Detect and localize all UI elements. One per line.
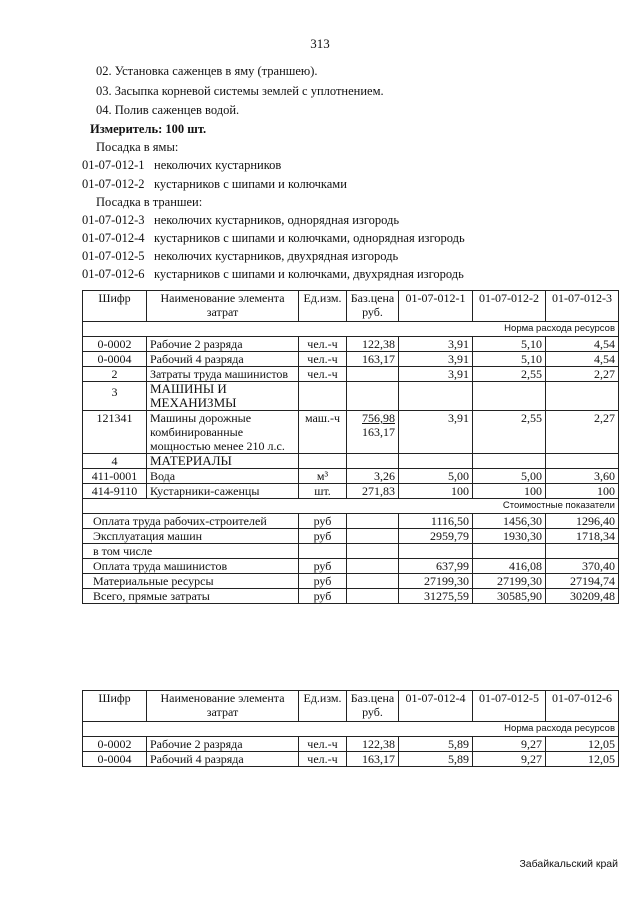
item-code: 01-07-012-2 bbox=[82, 177, 145, 191]
row-unit: маш.-ч bbox=[299, 411, 347, 454]
norm-label-row bbox=[83, 722, 619, 737]
row-price: 122,38 bbox=[347, 337, 399, 352]
cost-unit: руб bbox=[299, 529, 347, 544]
row-name: Рабочий 4 разряда bbox=[147, 752, 299, 767]
row-value: 3,91 bbox=[399, 337, 473, 352]
table-header-row bbox=[83, 691, 619, 722]
cost-row bbox=[83, 559, 619, 574]
row-code: 0-0002 bbox=[83, 337, 147, 352]
cost-value: 30209,48 bbox=[546, 589, 619, 604]
row-unit: чел.-ч bbox=[299, 737, 347, 752]
measure-line: Измеритель: 100 шт. bbox=[90, 122, 207, 136]
region-footer: Забайкальский край bbox=[519, 858, 618, 870]
item-line bbox=[82, 267, 464, 282]
row-value: 4,54 bbox=[546, 337, 619, 352]
row-code: 0-0002 bbox=[83, 737, 147, 752]
item-line bbox=[82, 158, 281, 173]
table-row bbox=[83, 352, 619, 367]
row-price bbox=[347, 367, 399, 382]
row-name: Вода bbox=[147, 469, 299, 484]
row-value: 9,27 bbox=[473, 737, 546, 752]
empty-cell bbox=[473, 382, 546, 411]
cost-label-row bbox=[83, 499, 619, 514]
row-unit: чел.-ч bbox=[299, 352, 347, 367]
cost-value: 1718,34 bbox=[546, 529, 619, 544]
row-value: 9,27 bbox=[473, 752, 546, 767]
cost-unit: руб bbox=[299, 514, 347, 529]
item-name: неколючих кустарников, однорядная изгородь bbox=[154, 213, 400, 227]
row-value: 100 bbox=[473, 484, 546, 499]
item-code: 01-07-012-3 bbox=[82, 213, 145, 227]
item-line bbox=[82, 177, 347, 192]
cost-value: 30585,90 bbox=[473, 589, 546, 604]
row-value: 12,05 bbox=[546, 752, 619, 767]
row-value: 2,27 bbox=[546, 367, 619, 382]
empty-cell bbox=[546, 382, 619, 411]
section-title: МАШИНЫ И МЕХАНИЗМЫ bbox=[147, 382, 299, 411]
step-line: 02. Установка саженцев в яму (траншею). bbox=[96, 64, 318, 78]
row-price: 3,26 bbox=[347, 469, 399, 484]
cost-name: Эксплуатация машин bbox=[83, 529, 299, 544]
cost-name: Всего, прямые затраты bbox=[83, 589, 299, 604]
header-col: 01-07-012-3 bbox=[546, 291, 619, 322]
row-value: 5,89 bbox=[399, 752, 473, 767]
empty-cell bbox=[546, 544, 619, 559]
empty-cell bbox=[473, 544, 546, 559]
header-unit: Ед.изм. bbox=[299, 291, 347, 322]
item-name: кустарников с шипами и колючками, однорядная изгородь bbox=[154, 231, 465, 245]
empty-cell bbox=[299, 454, 347, 469]
row-price: 163,17 bbox=[347, 752, 399, 767]
empty-cell bbox=[347, 574, 399, 589]
cost-row bbox=[83, 544, 619, 559]
cost-name: Оплата труда рабочих-строителей bbox=[83, 514, 299, 529]
item-code: 01-07-012-4 bbox=[82, 231, 145, 245]
row-value: 5,10 bbox=[473, 352, 546, 367]
cost-value: 27199,30 bbox=[399, 574, 473, 589]
header-unit: Ед.изм. bbox=[299, 691, 347, 722]
row-name: Кустарники-саженцы bbox=[147, 484, 299, 499]
cost-value: 27199,30 bbox=[473, 574, 546, 589]
row-value: 3,91 bbox=[399, 367, 473, 382]
empty-cell bbox=[347, 529, 399, 544]
empty-cell bbox=[399, 544, 473, 559]
row-price: 163,17 bbox=[347, 352, 399, 367]
row-value: 2,27 bbox=[546, 411, 619, 454]
cost-value: 370,40 bbox=[546, 559, 619, 574]
cost-value: 637,99 bbox=[399, 559, 473, 574]
row-code: 411-0001 bbox=[83, 469, 147, 484]
row-code: 0-0004 bbox=[83, 752, 147, 767]
empty-cell bbox=[399, 382, 473, 411]
page-number: 313 bbox=[310, 36, 330, 51]
table-row bbox=[83, 752, 619, 767]
cost-value: 1456,30 bbox=[473, 514, 546, 529]
empty-cell bbox=[347, 544, 399, 559]
cost-name: Материальные ресурсы bbox=[83, 574, 299, 589]
cost-name: Оплата труда машинистов bbox=[83, 559, 299, 574]
header-col: 01-07-012-6 bbox=[546, 691, 619, 722]
group-title: Посадка в траншеи: bbox=[96, 195, 203, 209]
step-line: 03. Засыпка корневой системы землей с уплотнением. bbox=[96, 84, 384, 98]
item-code: 01-07-012-1 bbox=[82, 158, 145, 172]
table-row bbox=[83, 737, 619, 752]
row-value: 3,60 bbox=[546, 469, 619, 484]
header-price: Баз.цена руб. bbox=[347, 291, 399, 322]
item-name: неколючих кустарников bbox=[154, 158, 282, 172]
empty-cell bbox=[347, 382, 399, 411]
empty-cell bbox=[347, 559, 399, 574]
row-value: 5,00 bbox=[473, 469, 546, 484]
row-price: 271,83 bbox=[347, 484, 399, 499]
row-value: 5,89 bbox=[399, 737, 473, 752]
header-code: Шифр bbox=[83, 291, 147, 322]
table-row bbox=[83, 484, 619, 499]
row-name: Рабочий 4 разряда bbox=[147, 352, 299, 367]
item-name: кустарников с шипами и колючками, двухрядная изгородь bbox=[154, 267, 464, 281]
row-value: 3,91 bbox=[399, 352, 473, 367]
resource-table-1 bbox=[82, 290, 619, 604]
row-name: Рабочие 2 разряда bbox=[147, 737, 299, 752]
row-code: 414-9110 bbox=[83, 484, 147, 499]
item-code: 01-07-012-5 bbox=[82, 249, 145, 263]
item-code: 01-07-012-6 bbox=[82, 267, 145, 281]
header-col: 01-07-012-4 bbox=[399, 691, 473, 722]
item-name: кустарников с шипами и колючками bbox=[154, 177, 347, 191]
empty-cell bbox=[399, 454, 473, 469]
table-row bbox=[83, 469, 619, 484]
header-price: Баз.цена руб. bbox=[347, 691, 399, 722]
row-unit: чел.-ч bbox=[299, 752, 347, 767]
row-unit: чел.-ч bbox=[299, 367, 347, 382]
cost-value: 31275,59 bbox=[399, 589, 473, 604]
section-row bbox=[83, 454, 619, 469]
cost-value: 27194,74 bbox=[546, 574, 619, 589]
table-row bbox=[83, 337, 619, 352]
group-title: Посадка в ямы: bbox=[96, 140, 179, 154]
cost-unit: руб bbox=[299, 589, 347, 604]
empty-cell bbox=[347, 589, 399, 604]
row-code: 0-0004 bbox=[83, 352, 147, 367]
cost-name: в том числе bbox=[83, 544, 299, 559]
cost-unit: руб bbox=[299, 574, 347, 589]
row-price bbox=[347, 411, 399, 454]
header-code: Шифр bbox=[83, 691, 147, 722]
row-value: 100 bbox=[399, 484, 473, 499]
section-code: 3 bbox=[83, 382, 147, 411]
row-name: Рабочие 2 разряда bbox=[147, 337, 299, 352]
row-unit: шт. bbox=[299, 484, 347, 499]
row-price: 122,38 bbox=[347, 737, 399, 752]
item-line bbox=[82, 213, 399, 228]
row-value: 2,55 bbox=[473, 411, 546, 454]
row-unit: м³ bbox=[299, 469, 347, 484]
row-value: 2,55 bbox=[473, 367, 546, 382]
cost-value: 1930,30 bbox=[473, 529, 546, 544]
section-code: 4 bbox=[83, 454, 147, 469]
row-value: 4,54 bbox=[546, 352, 619, 367]
empty-cell bbox=[347, 514, 399, 529]
norm-label: Норма расхода ресурсов bbox=[83, 722, 619, 737]
header-col: 01-07-012-1 bbox=[399, 291, 473, 322]
row-price-main: 756,98 bbox=[362, 411, 395, 425]
empty-cell bbox=[347, 454, 399, 469]
row-code: 2 bbox=[83, 367, 147, 382]
row-value: 100 bbox=[546, 484, 619, 499]
row-code: 121341 bbox=[83, 411, 147, 454]
norm-label-row bbox=[83, 322, 619, 337]
table-row bbox=[83, 367, 619, 382]
header-name: Наименование элемента затрат bbox=[147, 691, 299, 722]
row-price-sub: 163,17 bbox=[362, 425, 395, 439]
row-name: Машины дорожные комбинированные мощностью менее 210 л.с. bbox=[147, 411, 299, 454]
header-name: Наименование элемента затрат bbox=[147, 291, 299, 322]
cost-row bbox=[83, 574, 619, 589]
empty-cell bbox=[299, 544, 347, 559]
section-row bbox=[83, 382, 619, 411]
cost-unit: руб bbox=[299, 559, 347, 574]
header-col: 01-07-012-5 bbox=[473, 691, 546, 722]
item-name: неколючих кустарников, двухрядная изгородь bbox=[154, 249, 399, 263]
empty-cell bbox=[546, 454, 619, 469]
row-value: 12,05 bbox=[546, 737, 619, 752]
cost-label: Стоимостные показатели bbox=[83, 499, 619, 514]
row-value: 5,00 bbox=[399, 469, 473, 484]
row-unit: чел.-ч bbox=[299, 337, 347, 352]
cost-value: 416,08 bbox=[473, 559, 546, 574]
cost-value: 1296,40 bbox=[546, 514, 619, 529]
empty-cell bbox=[473, 454, 546, 469]
cost-row bbox=[83, 529, 619, 544]
item-line bbox=[82, 231, 465, 246]
table-header-row bbox=[83, 291, 619, 322]
cost-row bbox=[83, 589, 619, 604]
cost-row bbox=[83, 514, 619, 529]
section-title: МАТЕРИАЛЫ bbox=[147, 454, 299, 469]
table-row bbox=[83, 411, 619, 454]
empty-cell bbox=[299, 382, 347, 411]
cost-value: 1116,50 bbox=[399, 514, 473, 529]
norm-label: Норма расхода ресурсов bbox=[83, 322, 619, 337]
resource-table-2 bbox=[82, 690, 619, 767]
cost-value: 2959,79 bbox=[399, 529, 473, 544]
item-line bbox=[82, 249, 398, 264]
row-value: 3,91 bbox=[399, 411, 473, 454]
row-name: Затраты труда машинистов bbox=[147, 367, 299, 382]
header-col: 01-07-012-2 bbox=[473, 291, 546, 322]
row-value: 5,10 bbox=[473, 337, 546, 352]
step-line: 04. Полив саженцев водой. bbox=[96, 103, 240, 117]
